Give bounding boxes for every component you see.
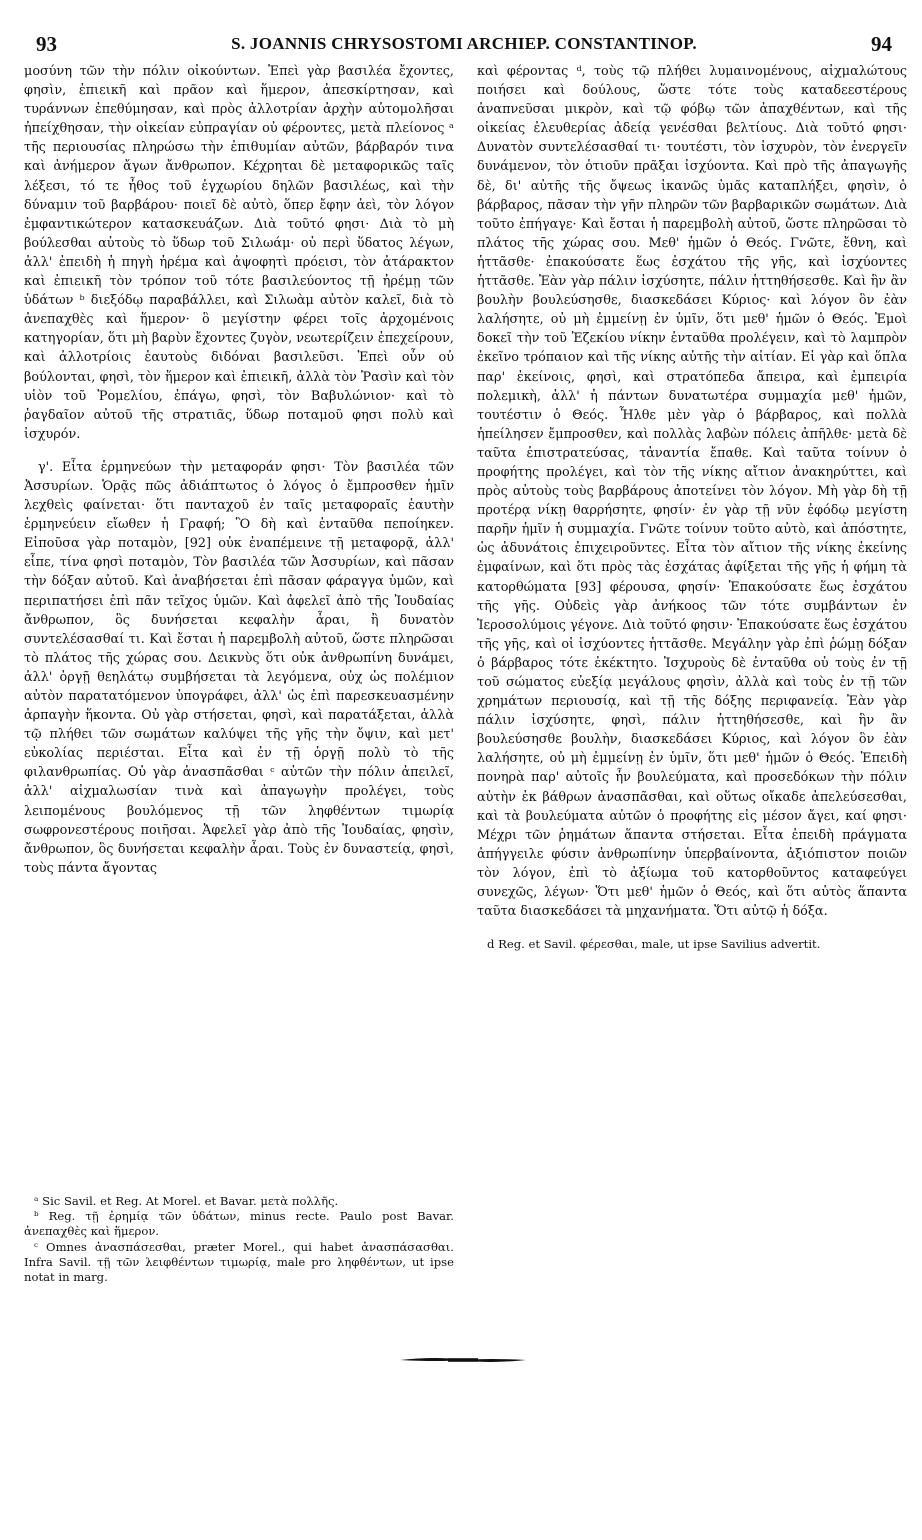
- left-column: [24, 62, 454, 1285]
- footnote-d: d Reg. et Savil. φέρεσθαι, male, ut ipse Savilius advertit.: [487, 937, 821, 952]
- footnote-b: ᵇ Reg. τῇ ἐρημίᾳ τῶν ὑδάτων, minus recte. Paulo post Bavar. ἀνεπαχθὲς καὶ ἥμερον.: [24, 1209, 454, 1239]
- left-paragraph-1: μοσύνη τῶν τὴν πόλιν οἰκούντων. Ἐπεὶ γὰρ βασιλέα ἔχοντες, φησὶν, ἐπιεικῆ καὶ πρᾶον καὶ ἥμερον, ἀπεσκίρτησαν, καὶ τυράννων ἐπεθύμησαν, καὶ πρὸς ἀλλοτρίαν ἀρχὴν αὐτομολῆσαι ἠπείχθησαν, τὴν οἰκείαν εὐπραγίαν οὐ φέροντες, μετὰ πλείονος ᵃ τῆς περιουσίας πληρώσω τὴν ἐπιθυμίαν αὐτῶν, βάρβαρόν τινα καὶ ἀνήμερον ἄγων ἄνθρωπον. Κέχρηται δὲ μεταφορικῶς ταῖς λέξεσι, τό τε ἦθος τοῦ ἐγχωρίου δηλῶν βασιλέως, καὶ τὴν δύναμιν τοῦ βαρβάρου· ποιεῖ δὲ αὐτὸ, ὅπερ ἔφην ἀεὶ, τὸν λόγον ἐμφαντικώτερον κατασκευάζων. Διὰ τοῦτό φησι· Διὰ τὸ μὴ βούλεσθαι αὐτοὺς τὸ ὕδωρ τοῦ Σιλωάμ· οὐ περὶ ὕδατος λέγων, ἀλλ' ἐπειδὴ ἡ πηγὴ ἠρέμα καὶ ἀψοφητὶ πρόεισι, τὸν ἀτάρακτον καὶ ἐπιεικῆ τὸν τρόπον τοῦ τότε βασιλεύοντος τῇ ἠρέμῃ τῶν ὑδάτων ᵇ διεξόδῳ παραβάλλει, καὶ Σιλωὰμ αὐτὸν καλεῖ, διὰ τὸ ἀνεπαχθὲς καὶ ἥμερον· ὃ μεγίστην φέρει τοῖς ἀρχομένοις κατηγορίαν, ὅτι μὴ βαρὺν ἔχοντες ζυγὸν, νεωτερίζειν ἐπεχείρουν, καὶ ἀλλοτρίοις ἑαυτοὺς διδόναι βασιλεῦσι. Ἐπεὶ οὖν οὐ βούλονται, φησὶ, τὸν ἥμερον καὶ ἐπιεικῆ, ἀλλὰ τὸν Ῥασὶν καὶ τὸν υἱὸν τοῦ Ῥομελίου, ἐπάγω, φησὶ, τὸν Βαβυλώνιον· καὶ τὸ ῥαγδαῖον αὐτοῦ τῆς στρατιᾶς, ὕδωρ ποταμοῦ φησι πολὺ καὶ ἰσχυρόν.: [24, 64, 454, 442]
- running-title: S. JOANNIS CHRYSOSTOMI ARCHIEP. CONSTANTINOP.: [231, 34, 697, 53]
- left-column-text: [24, 62, 454, 878]
- footnote-a: ᵃ Sic Savil. et Reg. At Morel. et Bavar. μετὰ πολλῆς.: [34, 1194, 339, 1208]
- right-column-text: [477, 62, 907, 921]
- page-number-right: 94: [871, 32, 892, 56]
- right-footnotes: [477, 937, 907, 952]
- end-ornament-rule: [398, 1354, 528, 1366]
- running-header: [30, 32, 898, 58]
- page-number-left: 93: [36, 32, 57, 56]
- left-footnotes: [24, 1194, 454, 1285]
- right-column: [477, 62, 907, 952]
- right-paragraph-1: καὶ φέροντας ᵈ, τοὺς τῷ πλήθει λυμαινομένους, αἰχμαλώτους ποιήσει καὶ δούλους, ὥστε τότε τοὺς καταδεεστέρους ἀναπνεῦσαι μικρὸν, καὶ τῷ φόβῳ τῶν ἀπαχθέντων, καὶ τῆς οἰκείας ἐλευθερίας ἀδείᾳ γενέσθαι βελτίους. Διὰ τοῦτό φησι· Δυνατὸν συντελέσασθαί τι· τουτέστι, τὸν ἰσχυρὸν, τὸν ἐνεργεῖν δυνάμενον, τὸν ὁτιοῦν πρᾶξαι ἰσχύοντα. Καὶ πρὸ τῆς ἀπαγωγῆς δὲ, δι' αὐτῆς τῆς ὄψεως ἱκανῶς ὑμᾶς καταπλήξει, φησὶν, ὁ βάρβαρος, πᾶσαν τὴν γῆν πληρῶν τῶν βαρβαρικῶν σωμάτων. Διὰ τοῦτο ἐπήγαγε· Καὶ ἔσται ἡ παρεμβολὴ αὐτοῦ, ὥστε πληρῶσαι τὸ πλάτος τῆς χώρας σου. Μεθ' ἡμῶν ὁ Θεός. Γνῶτε, ἔθνη, καὶ ἡττᾶσθε· ἐπακούσατε ἕως ἐσχάτου τῆς γῆς, καὶ ἰσχύοντες ἡττᾶσθε. Ἐὰν γὰρ πάλιν ἰσχύσητε, πάλιν ἡττηθήσεσθε. Καὶ ἣν ἂν βουλὴν βουλεύσησθε, διασκεδάσει Κύριος· καὶ λόγον ὃν ἐὰν λαλήσητε, οὐ μὴ ἐμμείνῃ ἐν ὑμῖν, ὅτι μεθ' ἡμῶν ὁ Θεός. Ἐμοὶ δοκεῖ τὴν τοῦ Ἐζεκίου νίκην ἐνταῦθα προλέγειν, καὶ τὸ λαμπρὸν ἐκεῖνο τρόπαιον καὶ τῆς νίκης αὐτῆς τὴν αἰτίαν. Εἰ γὰρ καὶ ὅπλα παρ' ἐκείνοις, φησὶ, καὶ στρατόπεδα ἄπειρα, καὶ ἐμπειρία πολεμικὴ, ἀλλ' ἡ πάντων δυνατωτέρα συμμαχία μεθ' ἡμῶν, τουτέστιν ὁ Θεός. Ἦλθε μὲν γὰρ ὁ βάρβαρος, καὶ πολλὰ ἠπείλησεν ἔμπροσθεν, καὶ πολλὰς λαβὼν πόλεις ἀπῆλθε· μετὰ δὲ ταῦτα ἐπιστρατεύσας, τἀναντία ἔπαθε. Καὶ ταῦτα τοίνυν ὁ προφήτης προλέγει, καὶ τὸν τῆς νίκης αἴτιον ἀνακηρύττει, καὶ πρὸς αὐτοὺς τοὺς βαρβάρους ἀποτείνει τὸν λόγον. Μὴ γὰρ δὴ τῇ προτέρᾳ νίκῃ θαρρήσητε, φησίν· ἐν γὰρ τῇ νῦν ἐφόδῳ μεγίστη παρῆν ἡμῖν ἡ συμμαχία. Γνῶτε τοίνυν τοῦτο αὐτὸ, καὶ ἀπόστητε, ὡς ἀδυνάτοις ἐπιχειροῦντες. Εἶτα τὸν αἴτιον τῆς νίκης ἐκείνης ἐμφαίνων, καὶ ὅτι πρὸς τὰς ἐσχάτας ἀφίξεται τῆς γῆς ἡ φήμη τὰ κατορθώματα [93] φέρουσα, φησίν· Ἐπακούσατε ἕως ἐσχάτου τῆς γῆς. Οὐδεὶς γὰρ ἀνήκοος τῶν τότε συμβάντων ἐν Ἱεροσολύμοις γέγονε. Διὰ τοῦτό φησιν· Ἐπακούσατε ἕως ἐσχάτου τῆς γῆς, καὶ οἱ ἰσχύοντες ἡττᾶσθε. Μεγάλην γὰρ ἐπὶ ῥώμῃ δόξαν ὁ βάρβαρος τότε ἐκέκτητο. Ἰσχυροὺς δὲ ἐνταῦθα οὐ τοὺς ἐν τῇ τοῦ σώματος εὐεξίᾳ μεγάλους φησὶν, ἀλλὰ καὶ τοὺς ἐν τῇ τῶν χρημάτων περιουσίᾳ, καὶ τῇ τῆς δόξης περιφανείᾳ. Ἐὰν γὰρ πάλιν ἰσχύσητε, φησὶ, πάλιν ἡττηθήσεσθε, καὶ ἣν ἂν βουλεύσησθε βουλὴν, διασκεδάσει Κύριος, καὶ λόγον ὃν ἐὰν λαλήσητε, οὐ μὴ ἐμμείνῃ ἐν ὑμῖν, ὅτι μεθ' ἡμῶν ὁ Θεός. Ἐπειδὴ πονηρὰ παρ' αὐτοῖς ἦν βουλεύματα, καὶ προσεδόκων τὴν πόλιν αὐτὴν ἐκ βάθρων ἀνασπᾶσθαι, καὶ οὕτως οἴκαδε ἀπελεύσεσθαι, καὶ τὰ βουλεύματα αὐτῶν ὁ προφήτης εἰς μέσον ἄγει, καί φησι· Μέχρι τῶν ῥημάτων ἅπαντα στήσεται. Εἶτα ἐπειδὴ πράγματα ἀπήγγειλε φύσιν ἀνθρωπίνην ὑπερβαίνοντα, ἀξιόπιστον ποιῶν τὸν λόγον, ἐπὶ τὸ ἀξίωμα τοῦ κατορθοῦντος καταφεύγει συνεχῶς, λέγων· Ὅτι μεθ' ἡμῶν ὁ Θεός, καὶ ὅτι αὐτὸς ἅπαντα ταῦτα διασκεδάσει τὰ μηχανήματα. Ὅτι αὐτῷ ἡ δόξα.: [477, 64, 907, 920]
- left-paragraph-2: γ'. Εἶτα ἑρμηνεύων τὴν μεταφοράν φησι· Τὸν βασιλέα τῶν Ἀσσυρίων. Ὁρᾷς πῶς ἀδιάπτωτος ὁ λόγος ὁ ἔμπροσθεν ἡμῖν λεχθεὶς φαίνεται· ὅτι πανταχοῦ ἐν ταῖς μεταφοραῖς ἑαυτὴν ἑρμηνεύειν εἴωθεν ἡ Γραφή; Ὃ δὴ καὶ ἐνταῦθα πεποίηκεν. Εἰποῦσα γὰρ ποταμὸν, [92] οὐκ ἐναπέμεινε τῇ μεταφορᾷ, ἀλλ' εἶπε, τίνα φησὶ ποταμὸν, Τὸν βασιλέα τῶν Ἀσσυρίων, καὶ πᾶσαν τὴν δόξαν αὐτοῦ. Καὶ ἀναβήσεται ἐπὶ πᾶσαν φάραγγα ὑμῶν, καὶ περιπατήσει ἐπὶ πᾶν τεῖχος ὑμῶν. Καὶ ἀφελεῖ ἀπὸ τῆς Ἰουδαίας ἄνθρωπον, ὃς δυνήσεται κεφαλὴν ἆραι, ἢ δυνατὸν συντελέσασθαί τι. Καὶ ἔσται ἡ παρεμβολὴ αὐτοῦ, ὥστε πληρῶσαι τὸ πλάτος τῆς χώρας σου. Δεικνὺς ὅτι οὐκ ἀνθρωπίνη δυνάμει, ἀλλ' ὀργῇ θεηλάτῳ συμβήσεται τὰ λεγόμενα, οὐχ ὡς πολέμιον αὐτὸν παρατατόμενον ὑπογράφει, ἀλλ' ὡς ἐπὶ παρεσκευασμένην ἁρπαγὴν ἥκοντα. Οὐ γὰρ στήσεται, φησὶ, καὶ παρατάξεται, ἀλλὰ τῷ πλήθει τῶν σωμάτων καλύψει τῆς γῆς τὴν ὄψιν, καὶ μετ' εὐκολίας περιέσται. Εἶτα καὶ ἐν τῇ ὀργῇ πολὺ τὸ τῆς φιλανθρωπίας. Οὐ γὰρ ἀνασπᾶσθαι ᶜ αὐτῶν τὴν πόλιν ἀπειλεῖ, ἀλλ' αἰχμαλωσίαν τινὰ καὶ ἀπαγωγὴν προλέγει, τοὺς λειπομένους βουλόμενος τῇ τῶν ληφθέντων τιμωρίᾳ σωφρονεστέρους ποιῆσαι. Ἀφελεῖ γὰρ ἀπὸ τῆς Ἰουδαίας, φησὶν, ἄνθρωπον, ὃς δυνήσεται κεφαλὴν ἆραι. Τοὺς ἐν δυναστείᾳ, φησὶ, τοὺς πάντα ἄγοντας: [24, 459, 454, 876]
- footnote-c: ᶜ Omnes ἀνασπάσεσθαι, præter Morel., qui habet ἀνασπάσασθαι. Infra Savil. τῇ τῶν λειφθέντων τιμωρίᾳ, male pro ληφθέντων, ut ipse notat in marg.: [24, 1239, 454, 1285]
